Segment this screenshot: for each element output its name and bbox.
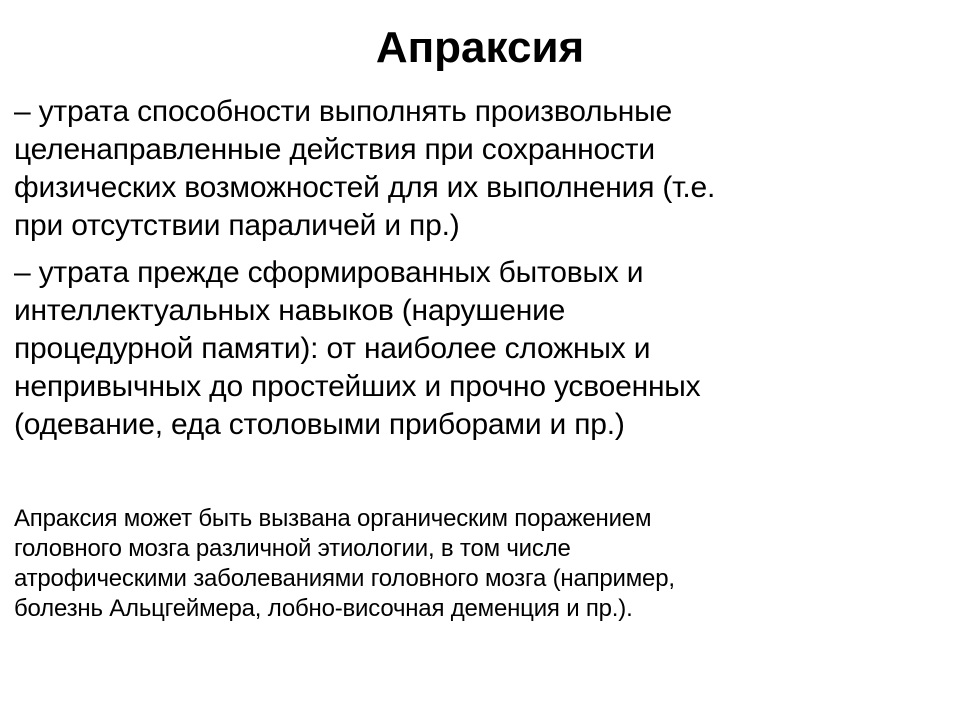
bullet-1-line-3: физических возможностей для их выполнения (т.е. — [14, 171, 716, 204]
definition-bullet-2 — [14, 254, 700, 444]
bullet-1-line-4: при отсутствии параличей и пр.) — [14, 209, 460, 242]
bullet-1-line-2: целенаправленные действия при сохранности — [14, 133, 655, 166]
note-line-2: головного мозга различной этиологии, в том числе — [14, 535, 571, 562]
bullet-2-line-4: непривычных до простейших и прочно усвоенных — [14, 370, 701, 403]
note-line-4: болезнь Альцгеймера, лобно-височная деменция и пр.). — [14, 595, 633, 622]
bullet-2-line-3: процедурной памяти): от наиболее сложных и — [14, 332, 651, 365]
note-line-1: Апраксия может быть вызвана органическим поражением — [14, 505, 652, 532]
bullet-1-line-1: – утрата способности выполнять произвольные — [14, 95, 673, 128]
etiology-note — [14, 504, 675, 624]
definition-bullet-1 — [14, 93, 715, 245]
note-line-3: атрофическими заболеваниями головного мозга (например, — [14, 565, 675, 592]
slide-title: Апраксия — [375, 23, 585, 72]
bullet-2-line-2: интеллектуальных навыков (нарушение — [14, 294, 566, 327]
bullet-2-line-5: (одевание, еда столовыми приборами и пр.) — [14, 408, 625, 441]
bullet-2-line-1: – утрата прежде сформированных бытовых и — [14, 256, 644, 289]
